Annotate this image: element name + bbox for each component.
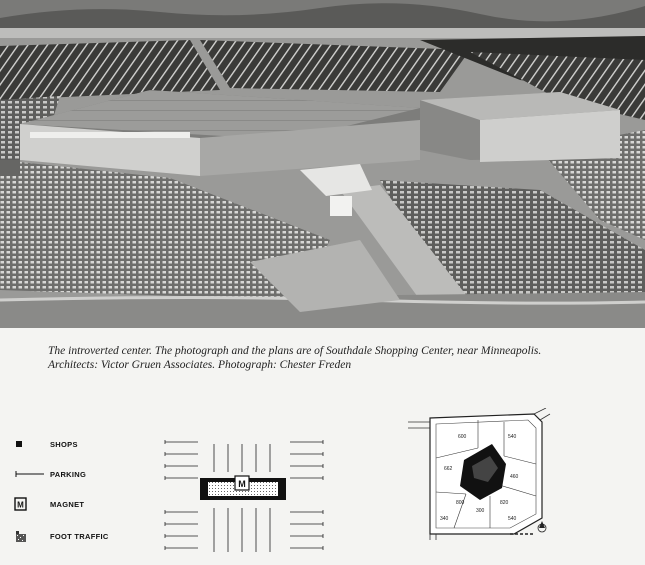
site-label-1: 600 bbox=[458, 434, 467, 440]
magnet-symbol-icon bbox=[14, 496, 44, 516]
plan-magnet-letter: M bbox=[238, 479, 246, 489]
legend-magnet bbox=[14, 496, 154, 516]
legend-foot-traffic-label: FOOT TRAFFIC bbox=[50, 532, 109, 541]
legend-magnet-label: MAGNET bbox=[50, 500, 85, 509]
site-label-7: 820 bbox=[500, 500, 509, 506]
schematic-plan-diagram bbox=[160, 436, 330, 558]
caption-line-1: The introverted center. The photograph and the plans are of Southdale Shopping Center, near Minneapolis. bbox=[48, 345, 542, 357]
legend bbox=[14, 436, 154, 556]
shops-symbol-icon bbox=[14, 436, 44, 456]
foot-traffic-symbol-icon bbox=[14, 528, 44, 548]
site-plan-drawing bbox=[404, 408, 554, 540]
site-label-5: 800 bbox=[456, 500, 465, 506]
parking-lines-bottom bbox=[214, 508, 270, 552]
caption-line-2: Architects: Victor Gruen Associates. Photograph: Chester Freden bbox=[48, 359, 352, 371]
site-plan-diagram bbox=[404, 408, 554, 540]
parking-lines-top bbox=[214, 444, 270, 472]
site-label-2: 540 bbox=[508, 434, 517, 440]
photo-caption bbox=[48, 344, 638, 372]
site-label-8: 540 bbox=[508, 516, 517, 522]
legend-parking bbox=[14, 466, 154, 486]
legend-shops-label: SHOPS bbox=[50, 440, 78, 449]
parking-lines-left bbox=[165, 440, 198, 550]
schematic-plan-drawing bbox=[160, 436, 330, 558]
site-label-6: 300 bbox=[476, 508, 485, 514]
legend-parking-label: PARKING bbox=[50, 470, 87, 479]
magnet-symbol-letter: M bbox=[17, 500, 24, 510]
site-label-3: 662 bbox=[444, 466, 453, 472]
parking-lines-right bbox=[290, 440, 323, 550]
legend-foot-traffic bbox=[14, 528, 154, 548]
legend-shops bbox=[14, 436, 154, 456]
site-label-9: 340 bbox=[440, 516, 449, 522]
site-label-4: 460 bbox=[510, 474, 519, 480]
parking-symbol-icon bbox=[14, 466, 44, 486]
